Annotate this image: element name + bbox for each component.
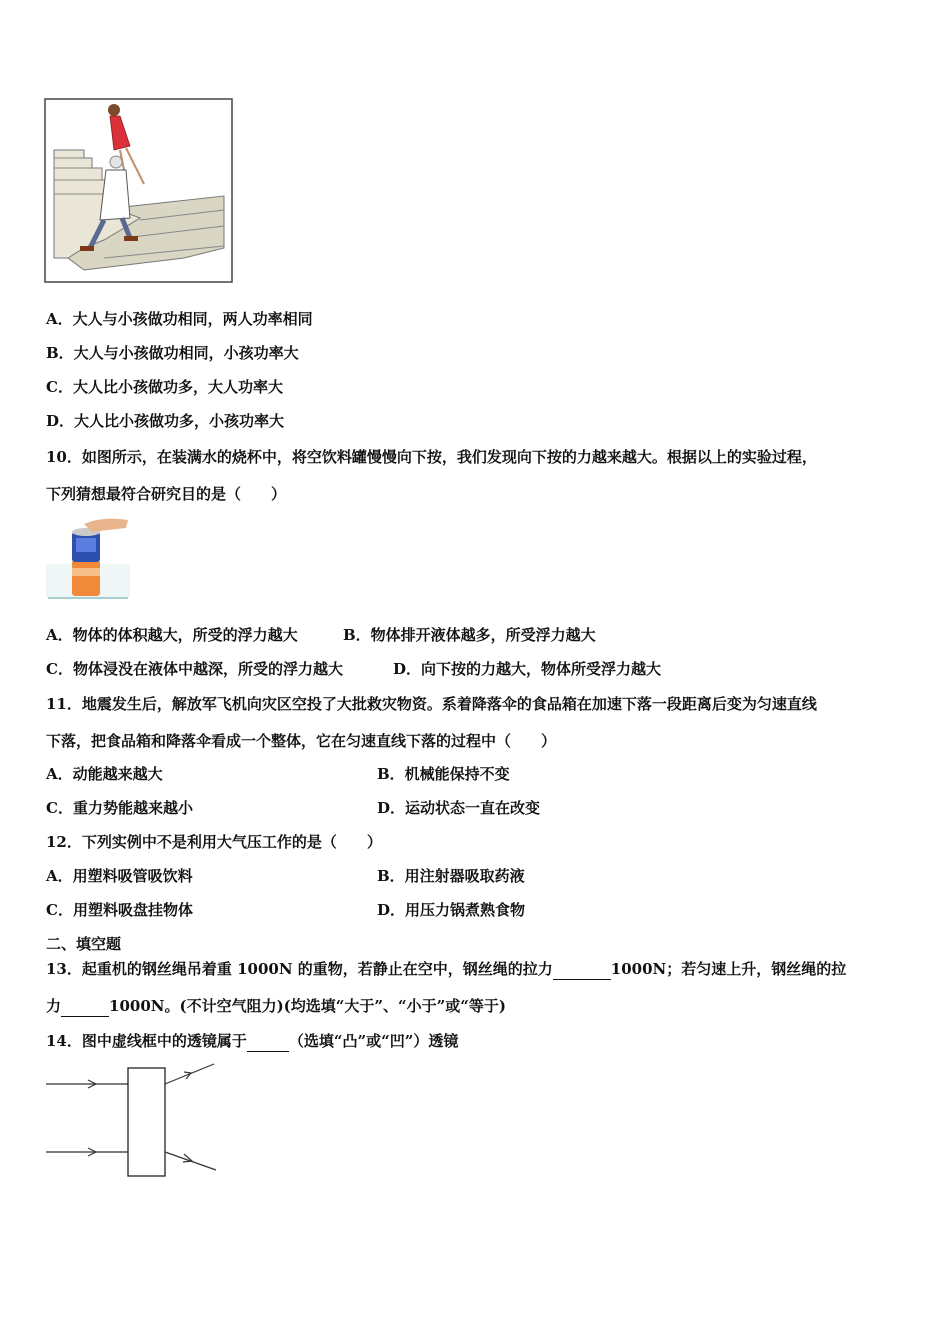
stairs-illustration [44,98,234,284]
section-title: 二、填空题 [46,935,122,953]
q11-option-c: C．重力势能越来越小 [46,799,193,817]
q10-option-b: B．物体排开液体越多，所受浮力越大 [343,626,596,644]
can-beaker-figure [46,516,130,600]
q12-stem: 12．下列实例中不是利用大气压工作的是（ ） [46,833,382,851]
q11-stem-line1: 11．地震发生后，解放军飞机向灾区空投了大批救灾物资。系着降落伞的食品箱在加速下落一段距离后变为匀速直线 [46,695,817,713]
q10-stem-line1: 10．如图所示，在装满水的烧杯中，将空饮料罐慢慢向下按，我们发现向下按的力越来越大。根据以上的实验过程， [46,448,817,466]
q13-line1-a: 13．起重机的钢丝绳吊着重 1000N 的重物，若静止在空中，钢丝绳的拉力 [46,960,553,978]
q9-option-a: A．大人与小孩做功相同，两人功率相同 [46,310,313,328]
q13-line1 [46,959,846,980]
q9-option-d: D．大人比小孩做功多，小孩功率大 [46,412,285,430]
arrow-icon [183,1154,192,1162]
q12-option-d: D．用压力锅煮熟食物 [377,901,526,919]
can-beaker-illustration [46,516,130,600]
q13-line2-a: 力 [46,997,62,1015]
q14-blank[interactable] [247,1031,289,1052]
lens-figure [44,1062,224,1180]
lens-box [128,1068,165,1176]
q13-line1-b: 1000N；若匀速上升，钢丝绳的拉 [610,960,847,978]
q10-option-c: C．物体浸没在液体中越深，所受的浮力越大 [46,660,343,678]
q10-stem-line2: 下列猜想最符合研究目的是（ ） [46,485,287,503]
q14-stem-a: 14．图中虚线框中的透镜属于 [46,1032,247,1050]
q13-blank-1[interactable] [553,959,611,980]
q13-line2 [46,996,506,1017]
q12-option-c: C．用塑料吸盘挂物体 [46,901,193,919]
q11-stem-line2: 下落，把食品箱和降落伞看成一个整体，它在匀速直线下落的过程中（ ） [46,732,557,750]
q11-option-a: A．动能越来越大 [46,765,163,783]
lens-diagram [44,1062,224,1180]
q12-option-b: B．用注射器吸取药液 [377,867,525,885]
q11-option-d: D．运动状态一直在改变 [377,799,541,817]
q13-line2-b: 1000N。(不计空气阻力)(均选填“大于”、“小于”或“等于) [109,997,507,1015]
q14-stem [46,1031,458,1052]
q9-option-c: C．大人比小孩做功多，大人功率大 [46,378,283,396]
stairs-figure [44,98,234,284]
q10-option-d: D．向下按的力越大，物体所受浮力越大 [393,660,662,678]
q9-option-b: B．大人与小孩做功相同，小孩功率大 [46,344,299,362]
q13-blank-2[interactable] [61,996,109,1017]
q14-stem-b: （选填“凸”或“凹”）透镜 [288,1032,459,1050]
q11-option-b: B．机械能保持不变 [377,765,510,783]
q10-option-a: A．物体的体积越大，所受的浮力越大 [46,626,298,644]
q12-option-a: A．用塑料吸管吸饮料 [46,867,193,885]
